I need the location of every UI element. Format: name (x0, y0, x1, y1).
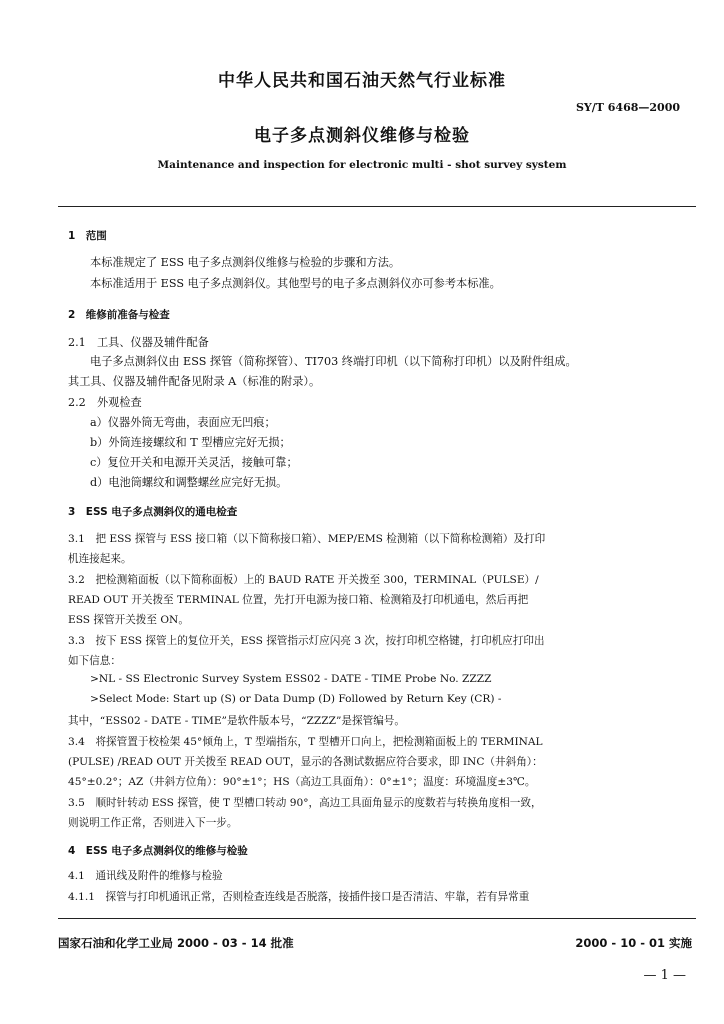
section-3-2-line-3: ESS 探管开关拨至 ON。 (68, 614, 189, 626)
section-1-paragraph-2: 本标准适用于 ESS 电子多点测斜仪。其他型号的电子多点测斜仪亦可参考本标准。 (90, 277, 501, 290)
section-3-4-line-1: 3.4 将探管置于校检架 45°倾角上，T 型端指东，T 型槽开口向上，把检测箱面板上的 TERMINAL (68, 736, 543, 748)
section-3-1-line-1: 3.1 把 ESS 探管与 ESS 接口箱（以下简称接口箱）、MEP/EMS 检测箱（以下简称检测箱）及打印 (68, 533, 546, 545)
document-title-cn: 电子多点测斜仪维修与检验 (254, 126, 470, 146)
section-2-2-item-a: a）仪器外筒无弯曲，表面应无凹痕； (90, 416, 276, 429)
section-2-2-item-d: d）电池筒螺纹和调整螺丝应完好无损。 (90, 476, 288, 489)
section-3-5-line-2: 则说明工作正常，否则进入下一步。 (68, 817, 238, 829)
section-4-1-1-line-1: 4.1.1 探管与打印机通讯正常，否则检查连线是否脱落，接插件接口是否清洁、牢靠，若有异常重 (68, 891, 530, 903)
section-1-heading: 1 范围 (68, 230, 107, 242)
section-3-3-line-2: 如下信息： (68, 655, 121, 667)
footer-divider (58, 918, 696, 919)
section-3-5-line-1: 3.5 顺时针转动 ESS 探管，使 T 型槽口转动 90°，高边工具面角显示的度数若与转换角度相一致， (68, 797, 542, 809)
issuing-authority-heading: 中华人民共和国石油天然气行业标准 (218, 71, 506, 91)
printout-line-2: >Select Mode: Start up (S) or Data Dump (D) Followed by Return Key (CR) - (90, 693, 502, 705)
section-3-4-line-2: (PULSE) /READ OUT 开关拨至 READ OUT，显示的各测试数据应符合要求，即 INC（井斜角）： (68, 756, 543, 768)
section-2-2-heading: 2.2 外观检查 (68, 396, 142, 409)
standard-number: SY/T 6468—2000 (575, 101, 680, 114)
section-2-heading: 2 维修前准备与检查 (68, 309, 170, 321)
section-3-2-line-2: READ OUT 开关拨至 TERMINAL 位置，先打开电源为接口箱、检测箱及打印机通电，然后再把 (68, 594, 529, 606)
section-3-2-line-1: 3.2 把检测箱面板（以下简称面板）上的 BAUD RATE 开关拨至 300，TERMINAL（PULSE）/ (68, 574, 539, 586)
page-number: — 1 — (643, 968, 686, 983)
header-divider (58, 206, 696, 207)
section-2-2-item-c: c）复位开关和电源开关灵活，接触可靠； (90, 456, 298, 469)
printout-line-1: >NL - SS Electronic Survey System ESS02 - DATE - TIME Probe No. ZZZZ (90, 673, 492, 685)
section-4-heading: 4 ESS 电子多点测斜仪的维修与检验 (68, 845, 248, 857)
approval-date: 国家石油和化学工业局 2000 - 03 - 14 批准 (58, 936, 294, 950)
section-1-paragraph-1: 本标准规定了 ESS 电子多点测斜仪维修与检验的步骤和方法。 (90, 256, 401, 269)
implementation-date: 2000 - 10 - 01 实施 (575, 936, 692, 950)
section-4-1-heading: 4.1 通讯线及附件的维修与检验 (68, 870, 223, 882)
section-2-2-item-b: b）外筒连接螺纹和 T 型槽应完好无损； (90, 436, 291, 449)
section-2-1-paragraph-line-1: 电子多点测斜仪由 ESS 探管（简称探管）、TI703 终端打印机（以下简称打印机）以及附件组成。 (90, 355, 577, 368)
section-3-4-line-3: 45°±0.2°；AZ（井斜方位角）：90°±1°；HS（高边工具面角）：0°±1°；温度：环境温度±3℃。 (68, 776, 536, 788)
section-2-1-paragraph-line-2: 其工具、仪器及辅件配备见附录 A（标准的附录）。 (68, 375, 321, 388)
document-title-en: Maintenance and inspection for electronic multi - shot survey system (157, 159, 567, 171)
section-3-heading: 3 ESS 电子多点测斜仪的通电检查 (68, 506, 238, 518)
section-2-1-heading: 2.1 工具、仪器及辅件配备 (68, 336, 209, 349)
section-3-3-line-1: 3.3 按下 ESS 探管上的复位开关，ESS 探管指示灯应闪亮 3 次，按打印机空格键，打印机应打印出 (68, 635, 545, 647)
section-3-1-line-2: 机连接起来。 (68, 553, 132, 565)
section-3-3-note: 其中，“ESS02 - DATE - TIME”是软件版本号，“ZZZZ”是探管编号。 (68, 715, 405, 727)
